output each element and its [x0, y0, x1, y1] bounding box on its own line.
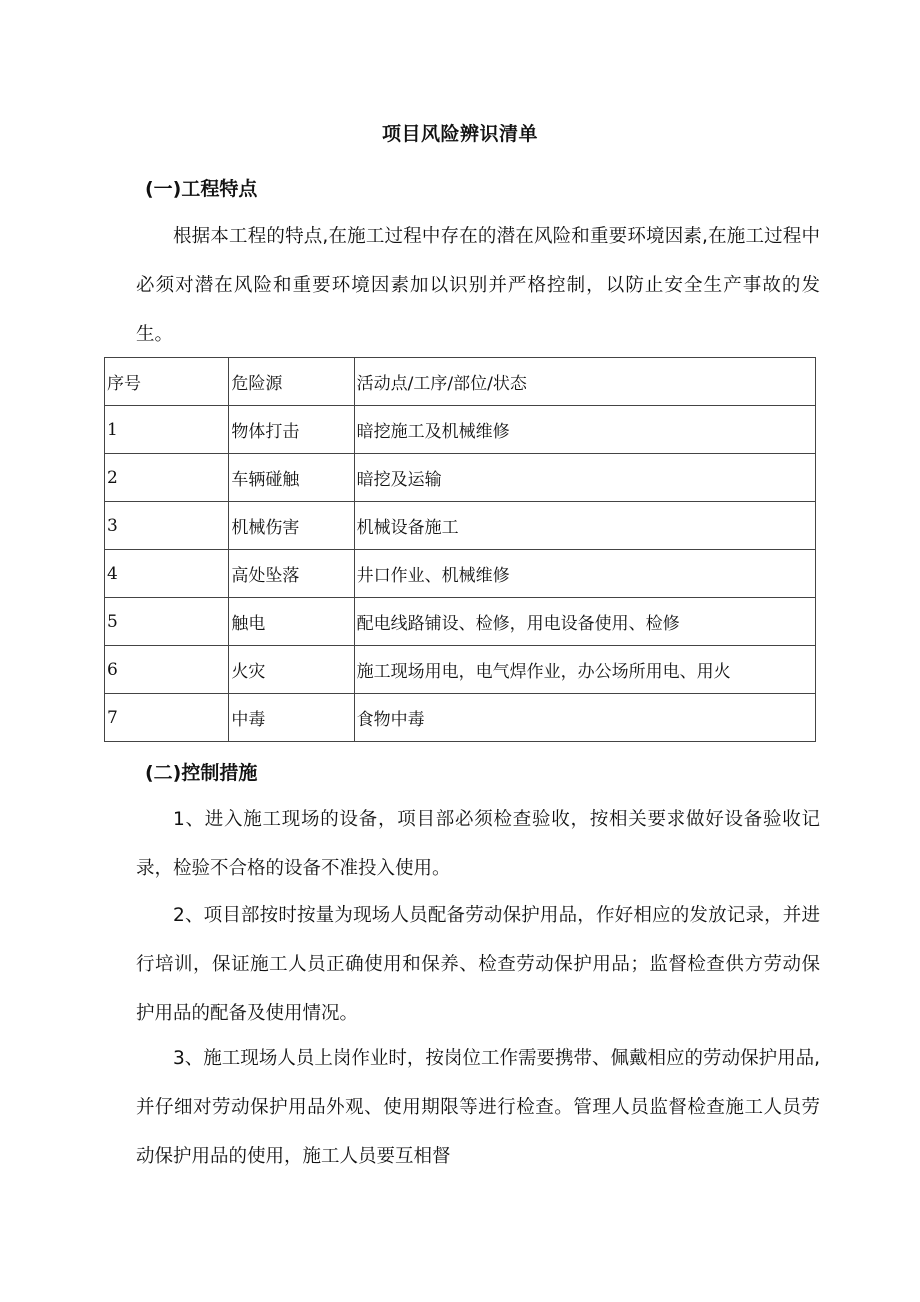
cell-activity: 暗挖及运输: [354, 454, 815, 502]
control-measure-paragraph-2: 2、项目部按时按量为现场人员配备劳动保护用品，作好相应的发放记录，并进行培训，保证施工人员正确使用和保养、检查劳动保护用品；监督检查供方劳动保护用品的配备及使用情况。: [136, 905, 820, 1024]
header-cell-activity: 活动点/工序/部位/状态: [354, 358, 815, 406]
section-heading-control-measures: (二)控制措施: [145, 762, 258, 784]
cell-activity: 机械设备施工: [354, 502, 815, 550]
cell-hazard: 机械伤害: [229, 502, 354, 550]
cell-hazard: 火灾: [229, 646, 354, 694]
cell-activity: 食物中毒: [354, 694, 815, 742]
cell-activity: 井口作业、机械维修: [354, 550, 815, 598]
table-row: [105, 406, 816, 454]
table-row: [105, 550, 816, 598]
cell-no: 4: [105, 550, 229, 598]
table-row: [105, 598, 816, 646]
cell-no: 1: [105, 406, 229, 454]
cell-activity: 暗挖施工及机械维修: [354, 406, 815, 454]
cell-hazard: 车辆碰触: [229, 454, 354, 502]
cell-hazard: 中毒: [229, 694, 354, 742]
table-row: [105, 694, 816, 742]
cell-hazard: 物体打击: [229, 406, 354, 454]
cell-hazard: 高处坠落: [229, 550, 354, 598]
cell-no: 3: [105, 502, 229, 550]
risk-table: [104, 357, 816, 742]
table-header-row: [105, 358, 816, 406]
header-cell-hazard: 危险源: [229, 358, 354, 406]
project-features-paragraph: 根据本工程的特点,在施工过程中存在的潜在风险和重要环境因素,在施工过程中必须对潜在风险和重要环境因素加以识别并严格控制，以防止安全生产事故的发生。: [136, 226, 820, 345]
table-row: [105, 502, 816, 550]
control-measure-paragraph-1: 1、进入施工现场的设备，项目部必须检查验收，按相关要求做好设备验收记录，检验不合格的设备不准投入使用。: [136, 809, 820, 879]
document-title: 项目风险辨识清单: [381, 123, 538, 145]
cell-hazard: 触电: [229, 598, 354, 646]
cell-activity: 施工现场用电，电气焊作业，办公场所用电、用火: [354, 646, 815, 694]
cell-activity: 配电线路铺设、检修，用电设备使用、检修: [354, 598, 815, 646]
cell-no: 6: [105, 646, 229, 694]
table-row: [105, 646, 816, 694]
table-row: [105, 454, 816, 502]
cell-no: 5: [105, 598, 229, 646]
header-cell-no: 序号: [105, 358, 229, 406]
control-measure-paragraph-3: 3、施工现场人员上岗作业时，按岗位工作需要携带、佩戴相应的劳动保护用品,并仔细对劳动保护用品外观、使用期限等进行检查。管理人员监督检查施工人员劳动保护用品的使用，施工人员要互相督: [136, 1048, 820, 1167]
cell-no: 2: [105, 454, 229, 502]
section-heading-project-features: (一)工程特点: [145, 178, 258, 200]
cell-no: 7: [105, 694, 229, 742]
